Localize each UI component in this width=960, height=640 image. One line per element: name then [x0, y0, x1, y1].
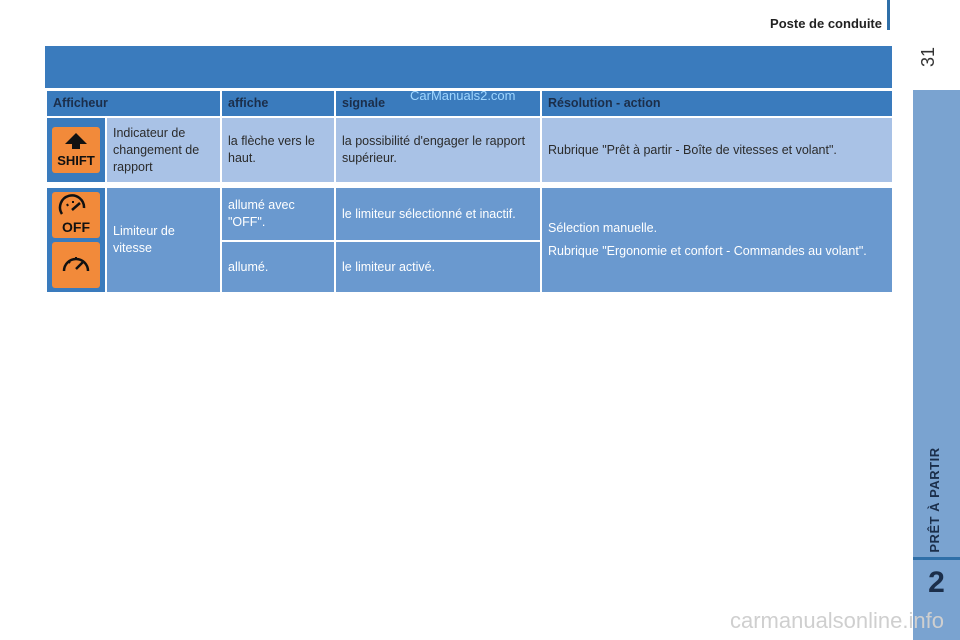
- speed-limiter-off-means: le limiteur sélectionné et inactif.: [335, 187, 541, 241]
- shift-lamp-cell: [46, 117, 106, 183]
- speed-limiter-off-icon: [52, 192, 100, 238]
- chapter-tab: [913, 90, 960, 640]
- speed-limiter-off-text: OFF: [62, 219, 90, 235]
- speed-limiter-name: Limiteur de vitesse: [106, 187, 221, 293]
- table-banner: [45, 46, 892, 88]
- shift-shows: la flèche vers le haut.: [221, 117, 335, 183]
- warning-lamps-table: [45, 89, 894, 294]
- watermark-top: CarManuals2.com: [410, 88, 516, 103]
- shift-icon-text: SHIFT: [57, 153, 95, 168]
- chapter-number: 2: [928, 566, 945, 599]
- watermark-bottom: carmanualsonline.info: [729, 608, 944, 633]
- section-title: Poste de conduite: [770, 16, 882, 31]
- chapter-tab-label: PRÊT À PARTIR: [927, 447, 942, 553]
- shift-arrow-icon: [54, 130, 98, 170]
- col-header-means: signale: [335, 90, 541, 117]
- col-header-action: Résolution - action: [541, 90, 893, 117]
- speed-limiter-on-shows: allumé.: [221, 241, 335, 293]
- speed-limiter-on-means: le limiteur activé.: [335, 241, 541, 293]
- shift-name: Indicateur de changement de rapport: [106, 117, 221, 183]
- shift-means: la possibilité d'engager le rapport supérieur.: [335, 117, 541, 183]
- shift-action: Rubrique "Prêt à partir - Boîte de vitesses et volant".: [541, 117, 893, 183]
- table-row-shift: [46, 117, 893, 183]
- col-header-display: Afficheur: [46, 90, 221, 117]
- chapter-tab-rule: [913, 557, 960, 560]
- speed-limiter-icon: [52, 242, 100, 288]
- speed-limiter-action-1: Sélection manuelle.: [548, 221, 658, 235]
- header-rule: [887, 0, 890, 30]
- speed-limiter-action: [541, 187, 893, 293]
- page-number: 31: [917, 46, 938, 68]
- col-header-shows: affiche: [221, 90, 335, 117]
- shift-indicator-icon: [52, 127, 100, 173]
- speed-limiter-off-shows: allumé avec "OFF".: [221, 187, 335, 241]
- table-header-row: [46, 90, 893, 117]
- table-row-speed-limiter-off: [46, 187, 893, 241]
- speed-limiter-lamps-cell: [46, 187, 106, 293]
- speed-limiter-action-2: Rubrique "Ergonomie et confort - Commandes au volant".: [548, 244, 867, 258]
